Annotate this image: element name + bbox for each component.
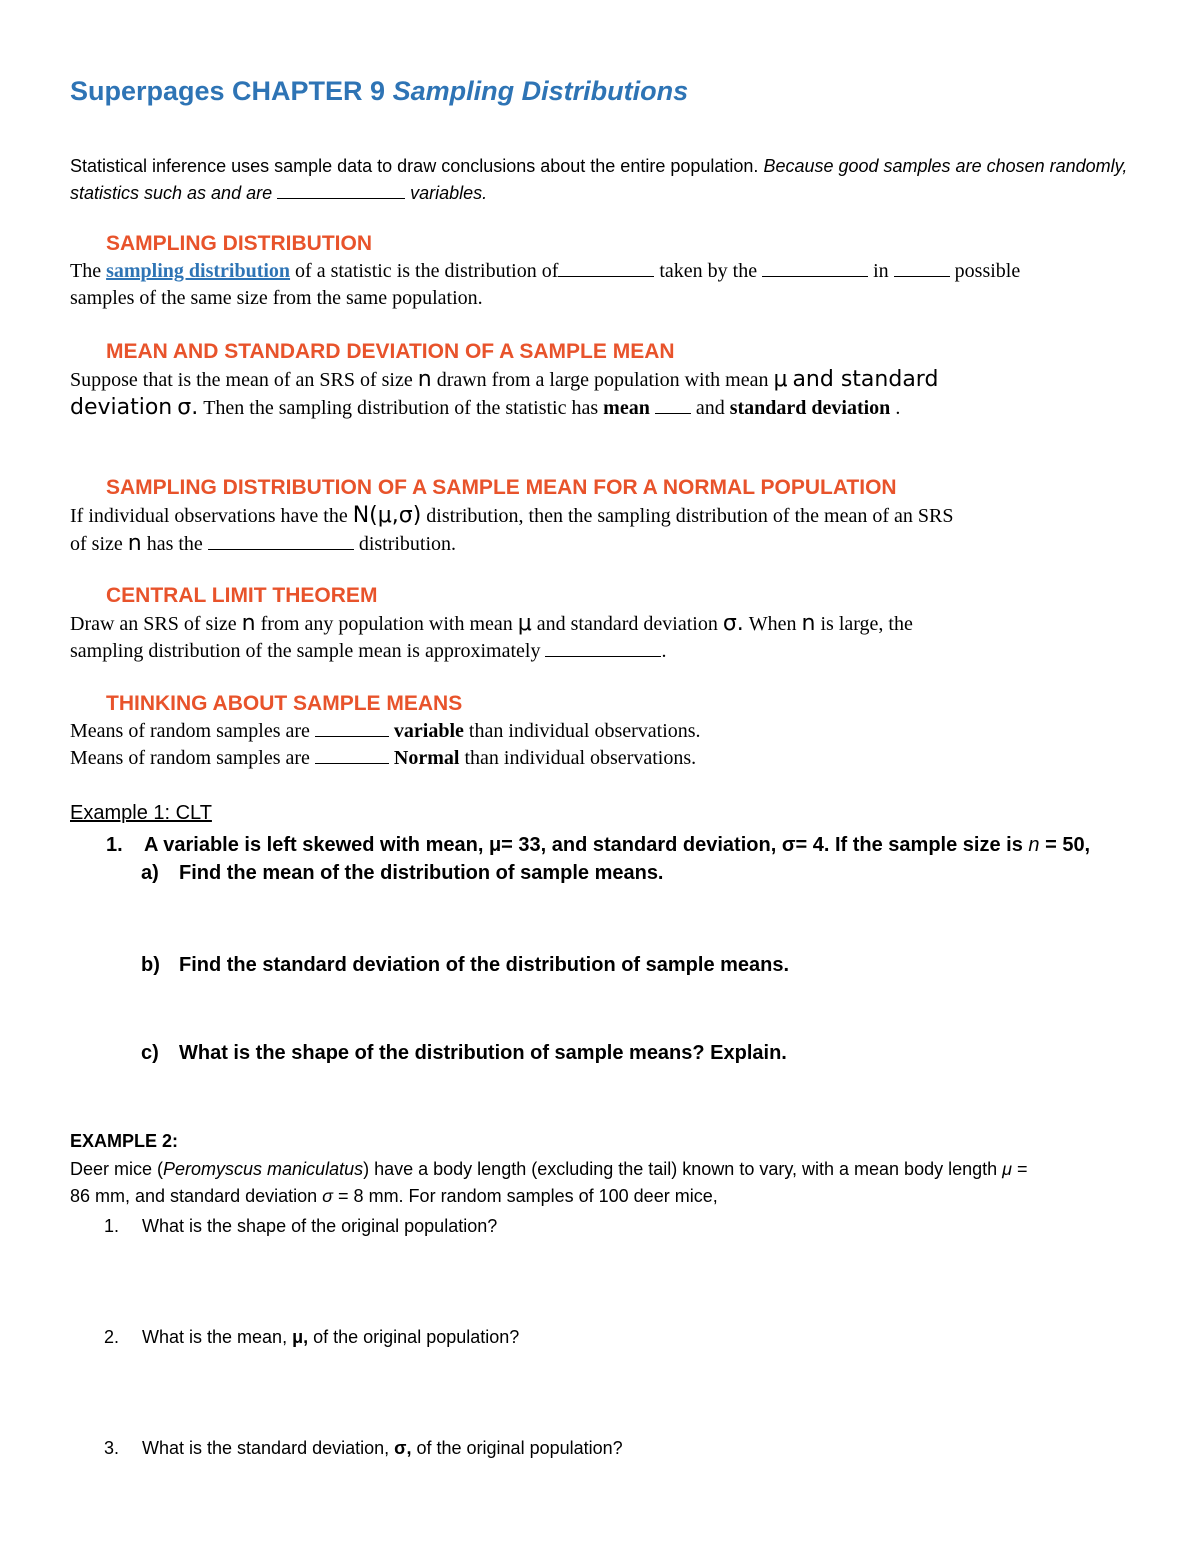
thinking-line2-c: than individual observations. [464, 747, 697, 769]
sd-blank-3[interactable] [894, 258, 950, 277]
heading-clt: CENTRAL LIMIT THEOREM [106, 584, 378, 607]
msd-text-2: drawn from a large population with mean [436, 369, 769, 391]
intro-normal: Statistical inference uses sample data to draw conclusions about the entire population. [70, 156, 759, 176]
thinking-paragraph [70, 718, 1130, 772]
intro-paragraph [70, 153, 1130, 207]
title-italic: Sampling Distributions [392, 76, 689, 106]
normal-population-paragraph [70, 502, 1130, 558]
part-label: a) [141, 862, 159, 884]
clt-text-7: . [661, 640, 667, 662]
question-text-a: What is the mean, [142, 1327, 288, 1347]
ex2-text-1: Deer mice ( [70, 1159, 164, 1179]
np-text-2: distribution, then the sampling distribution of the mean of an SRS [426, 505, 954, 527]
example1-part-c [141, 1040, 1200, 1067]
np-text-1: If individual observations have the [70, 505, 348, 527]
example1-part-b [141, 952, 1200, 979]
question-text-a: What is the standard deviation, [142, 1438, 390, 1458]
example2-label: EXAMPLE 2: [70, 1131, 179, 1151]
msd-mean-word: mean [603, 397, 650, 419]
ex2-text-2: ) have a body length (excluding the tail) known to vary, with a mean body length [363, 1159, 998, 1179]
thinking-blank-1[interactable] [315, 718, 389, 737]
heading-thinking: THINKING ABOUT SAMPLE MEANS [106, 692, 463, 715]
sd-text-5: possible [954, 260, 1021, 282]
n-symbol: n [127, 531, 142, 556]
ex2-text-3: = [1017, 1159, 1028, 1179]
example1-question [106, 832, 1136, 859]
msd-text-6: and [695, 397, 725, 419]
np-text-3: of size [70, 533, 123, 555]
sd-blank-1[interactable] [558, 258, 654, 277]
clt-text-4: When [748, 613, 797, 635]
intro-blank[interactable] [277, 180, 405, 199]
intro-italic-a: Because good samples are chosen randomly, statistics such as and are [70, 156, 1128, 203]
sd-text-6: samples of the same size from the same population. [70, 287, 483, 309]
ex2-species: Peromyscus maniculatus [163, 1159, 364, 1179]
question-num: 2. [104, 1327, 120, 1347]
heading-normal-population: SAMPLING DISTRIBUTION OF A SAMPLE MEAN FOR A NORMAL POPULATION [106, 476, 897, 499]
example1-label: Example 1: CLT [70, 802, 212, 824]
sd-text-4: in [873, 260, 889, 282]
msd-text-7: . [895, 397, 901, 419]
np-blank[interactable] [208, 531, 354, 550]
np-text-5: distribution. [358, 533, 457, 555]
example1-part-a [141, 860, 1200, 887]
example2-question-1 [104, 1213, 1164, 1240]
mean-sd-paragraph [70, 366, 1130, 422]
thinking-line1-b: variable [393, 720, 464, 742]
title-prefix: Superpages CHAPTER 9 [70, 76, 386, 106]
clt-paragraph [70, 610, 1130, 665]
msd-text-4: deviation [70, 395, 173, 420]
thinking-blank-2[interactable] [315, 745, 389, 764]
sigma-symbol: σ [322, 1186, 334, 1206]
np-text-4: has the [146, 533, 203, 555]
ex2-text-5: = 8 mm. For random samples of 100 deer mice, [338, 1186, 718, 1206]
question-text-b: of the original population? [416, 1438, 623, 1458]
example1-q-text-a: A variable is left skewed with mean, μ= 33, and standard deviation, σ= 4. If the sample size is [144, 834, 1023, 856]
clt-blank[interactable] [545, 638, 661, 657]
msd-text-3: and standard [792, 367, 939, 392]
thinking-line1-c: than individual observations. [468, 720, 701, 742]
clt-text-2: from any population with mean [260, 613, 513, 635]
question-num: 3. [104, 1438, 120, 1458]
sigma-symbol: σ. [722, 611, 744, 636]
page-title [70, 76, 1130, 107]
example2-paragraph [70, 1156, 1130, 1210]
thinking-line2-a: Means of random samples are [70, 747, 310, 769]
n-symbol: n [417, 367, 432, 392]
part-label: b) [141, 954, 160, 976]
mu-symbol: μ [773, 367, 788, 392]
sd-text-2: of a statistic is the distribution of [295, 260, 559, 282]
heading-sampling-distribution: SAMPLING DISTRIBUTION [106, 232, 372, 255]
sd-text-1: The [70, 260, 102, 282]
mu-symbol: μ [1002, 1159, 1013, 1179]
part-text: Find the standard deviation of the distribution of sample means. [179, 954, 790, 976]
msd-text-5: Then the sampling distribution of the statistic has [203, 397, 599, 419]
msd-text-1: Suppose that is the mean of an SRS of size [70, 369, 413, 391]
example1-q-text-b: = 50, [1045, 834, 1091, 856]
question-text: What is the shape of the original population? [142, 1216, 498, 1236]
example2-question-2 [104, 1324, 1164, 1351]
sigma-symbol: σ, [394, 1438, 412, 1458]
example1-q-n: n [1028, 834, 1040, 856]
thinking-line2-b: Normal [393, 747, 460, 769]
sigma-symbol: σ. [177, 395, 199, 420]
part-text: What is the shape of the distribution of sample means? Explain. [179, 1042, 787, 1064]
part-label: c) [141, 1042, 159, 1064]
n-symbol: n [241, 611, 256, 636]
normal-dist-symbol: N(μ,σ) [352, 503, 422, 528]
sd-blank-2[interactable] [762, 258, 868, 277]
clt-text-3: and standard deviation [536, 613, 718, 635]
ex2-text-4: 86 mm, and standard deviation [70, 1186, 318, 1206]
n-symbol: n [801, 611, 816, 636]
thinking-line1-a: Means of random samples are [70, 720, 310, 742]
clt-text-1: Draw an SRS of size [70, 613, 237, 635]
sd-text-3: taken by the [659, 260, 758, 282]
question-text-b: of the original population? [313, 1327, 520, 1347]
msd-blank-mean[interactable] [655, 395, 691, 414]
sampling-distribution-paragraph [70, 258, 1130, 312]
mu-symbol: μ, [292, 1327, 309, 1347]
heading-mean-sd: MEAN AND STANDARD DEVIATION OF A SAMPLE MEAN [106, 340, 675, 363]
sampling-distribution-link[interactable]: sampling distribution [106, 260, 291, 282]
question-num: 1. [104, 1216, 120, 1236]
clt-text-6: sampling distribution of the sample mean is approximately [70, 640, 541, 662]
mu-symbol: μ [517, 611, 532, 636]
part-text: Find the mean of the distribution of sample means. [179, 862, 664, 884]
example1-q-num: 1. [106, 834, 123, 856]
example2-question-3 [104, 1435, 1164, 1462]
clt-text-5: is large, the [820, 613, 913, 635]
msd-sd-word: standard deviation [729, 397, 891, 419]
intro-italic-b: variables. [410, 183, 488, 203]
